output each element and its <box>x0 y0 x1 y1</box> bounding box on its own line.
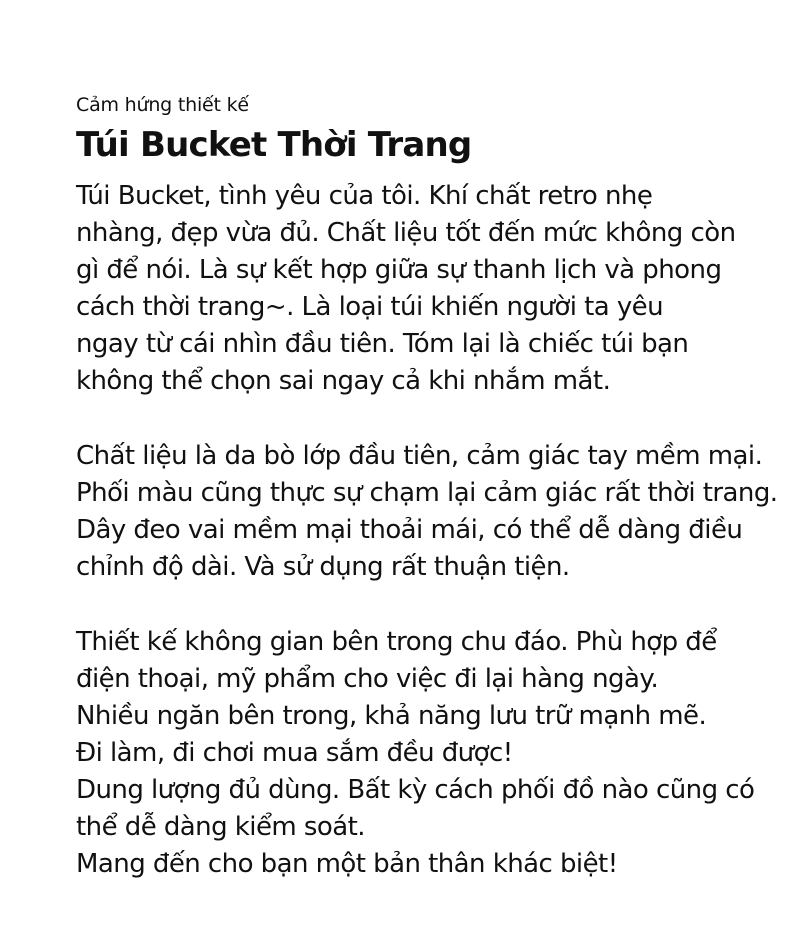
text-line: gì để nói. Là sự kết hợp giữa sự thanh lịch và phong <box>76 255 722 285</box>
text-line: Chất liệu là da bò lớp đầu tiên, cảm giác tay mềm mại. <box>76 441 763 471</box>
text-line: nhàng, đẹp vừa đủ. Chất liệu tốt đến mức không còn <box>76 218 736 248</box>
paragraph-material <box>76 438 778 586</box>
text-line: Phối màu cũng thực sự chạm lại cảm giác rất thời trang. <box>76 478 778 508</box>
text-line: Dây đeo vai mềm mại thoải mái, có thể dễ dàng điều <box>76 515 743 545</box>
paragraph-interior <box>76 624 766 883</box>
text-line: Thiết kế không gian bên trong chu đáo. Phù hợp để <box>76 627 717 657</box>
text-line: cách thời trang~. Là loại túi khiến người ta yêu <box>76 292 664 322</box>
text-line: Túi Bucket, tình yêu của tôi. Khí chất retro nhẹ <box>76 181 653 211</box>
section-kicker: Cảm hứng thiết kế <box>76 94 249 116</box>
text-line: điện thoại, mỹ phẩm cho việc đi lại hàng ngày. <box>76 664 659 694</box>
text-line: chỉnh độ dài. Và sử dụng rất thuận tiện. <box>76 552 570 582</box>
text-line: không thể chọn sai ngay cả khi nhắm mắt. <box>76 366 611 396</box>
text-line: Nhiều ngăn bên trong, khả năng lưu trữ mạnh mẽ. <box>76 701 707 731</box>
text-line: thể dễ dàng kiểm soát. <box>76 812 365 842</box>
text-line: ngay từ cái nhìn đầu tiên. Tóm lại là chiếc túi bạn <box>76 329 689 359</box>
text-line: Mang đến cho bạn một bản thân khác biệt! <box>76 849 618 879</box>
text-line: Dung lượng đủ dùng. Bất kỳ cách phối đồ nào cũng có <box>76 775 755 805</box>
text-line: Đi làm, đi chơi mua sắm đều được! <box>76 738 513 768</box>
paragraph-intro <box>76 178 766 400</box>
page-title: Túi Bucket Thời Trang <box>76 125 472 165</box>
article-content <box>76 92 778 921</box>
